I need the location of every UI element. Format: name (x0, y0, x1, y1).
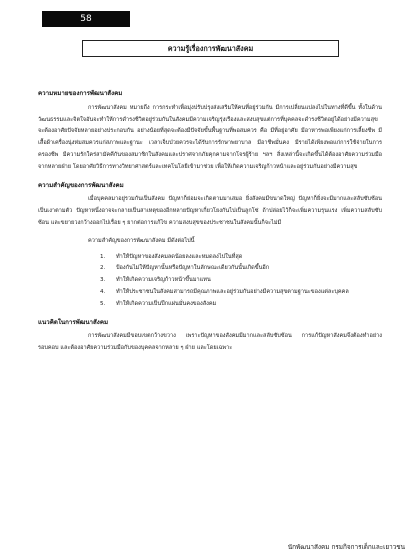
document-body (38, 88, 382, 355)
list-item-text: ทำให้เกิดความเจริญก้าวหน้าขึ้นมาแทน (116, 277, 211, 284)
paragraph-meaning: การพัฒนาสังคม หมายถึง การกระทำเพื่อมุ่งปรับปรุงส่งเสริมให้คนที่อยู่ร่วมกัน มีการเปลี่ยนแปลงไปในทางที่ดีขึ้น ทั้งในด้านวัฒนธรรมและจิตใจอันจะทำให้การดำรงชีวิตอยู่ร่วมกันในสังคมมีความเจริญรุ่งเรืองและสงบสุขแต่การที่บุคคลจะดำรงชีวิตอยู่ได้อย่างมีความสุข จะต้องอาศัยปัจจัยหลายอย่างประกอบกัน อย่างน้อยที่สุดจะต้องมีปัจจัยขั้นพื้นฐานที่พอสมควร คือ มีที่อยู่อาศัย มีอาหารพอเพียงแก่การเลี้ยงชีพ มีเสื้อผ้าเครื่องนุ่งห่มสมควรแก่สภาพและฐานะ เวลาเจ็บป่วยควรจะได้รับการรักษาพยาบาล มีอาชีพมั่นคง มีรายได้เพียงพอแก่การใช้จ่ายในการครองชีพ มีความรักใคร่สามัคคีกันของสมาชิกในสังคมและปราศจากภัยคุกคามจากโจรผู้ร้าย ฯลฯ สิ่งเหล่านี้จะเกิดขึ้นได้ต้องอาศัยความร่วมมือจากหลายฝ่าย โดยอาศัยวิธีการทางวิทยาศาสตร์และเทคโนโลยีเข้ามาช่วย เพื่อให้เกิดความเจริญก้าวหน้าและอยู่ร่วมกันอย่างมีความสุข (38, 104, 382, 170)
section-heading-approach: แนวคิดในการพัฒนาสังคม (38, 318, 109, 326)
list-item-text: ป้องกันไม่ให้ปัญหานั้นหรือปัญหาในลักษณะเดียวกันนั้นเกิดขึ้นอีก (116, 265, 270, 272)
list-item-text: ทำให้เกิดความเป็นปึกแผ่นมั่นคงของสังคม (116, 300, 217, 307)
paragraph-importance: เมื่อบุคคลมาอยู่รวมกันเป็นสังคม ปัญหาก็ย่อมจะเกิดตามมาเสมอ ยิ่งสังคมมีขนาดใหญ่ ปัญหาก็ยิ่งจะมีมากและสลับซับซ้อน เป็นเงาตามตัว ปัญหาหนึ่งอาจจะกลายเป็นสาเหตุของอีกหลายปัญหาเกี่ยวโยงกันไปเป็นลูกโซ่ ถ้าปล่อยไว้ก็จะเพิ่มความรุนแรง เพิ่มความสลับซับซ้อน และขยายวงกว้างออกไปเรื่อย ๆ ยากต่อการแก้ไข ความสงบสุขของประชาชนในสังคมนั้นก็จะไม่มี (38, 196, 382, 226)
paragraph-approach: การพัฒนาสังคมมีขอบเขตกว้างขวาง เพราะปัญหาของสังคมมีมากและสลับซับซ้อน การแก้ปัญหาสังคมจึงต้องทำอย่างรอบคอบ และต้องอาศัยความร่วมมือกับของบุคคลจากหลาย ๆ ฝ่าย และโดยเฉพาะ (38, 333, 382, 352)
list-item (38, 299, 382, 311)
list-item-number: 2. (100, 265, 106, 272)
page-title: ความรู้เรื่องการพัฒนาสังคม (82, 40, 339, 57)
page-footer: นักพัฒนาสังคม กรมกิจการเด็กและเยาวชน (287, 543, 405, 551)
list-item-text: ทำให้ประชาชนในสังคมสามารถมีคุณภาพและอยู่ร่วมกันอย่างมีความสุขตามฐานะของแต่ละบุคคล (116, 288, 349, 295)
list-item-number: 1. (100, 253, 106, 260)
list-item-text: ทำให้ปัญหาของสังคมลดน้อยลงและหมดลงไปในที่สุด (116, 253, 243, 260)
list-item-number: 4. (100, 288, 106, 295)
list-item (38, 287, 382, 299)
list-item (38, 275, 382, 287)
list-item-number: 3. (100, 277, 106, 284)
list-item (38, 263, 382, 275)
page-number: 58 (42, 11, 130, 27)
section-heading-meaning: ความหมายของการพัฒนาสังคม (38, 90, 123, 97)
section-heading-importance: ความสำคัญของการพัฒนาสังคม (38, 181, 124, 189)
list-item-number: 5. (100, 300, 106, 307)
importance-list (38, 252, 382, 311)
importance-intro: ความสำคัญของการพัฒนาสังคม มีดังต่อไปนี้ (88, 237, 195, 244)
list-item (38, 252, 382, 264)
